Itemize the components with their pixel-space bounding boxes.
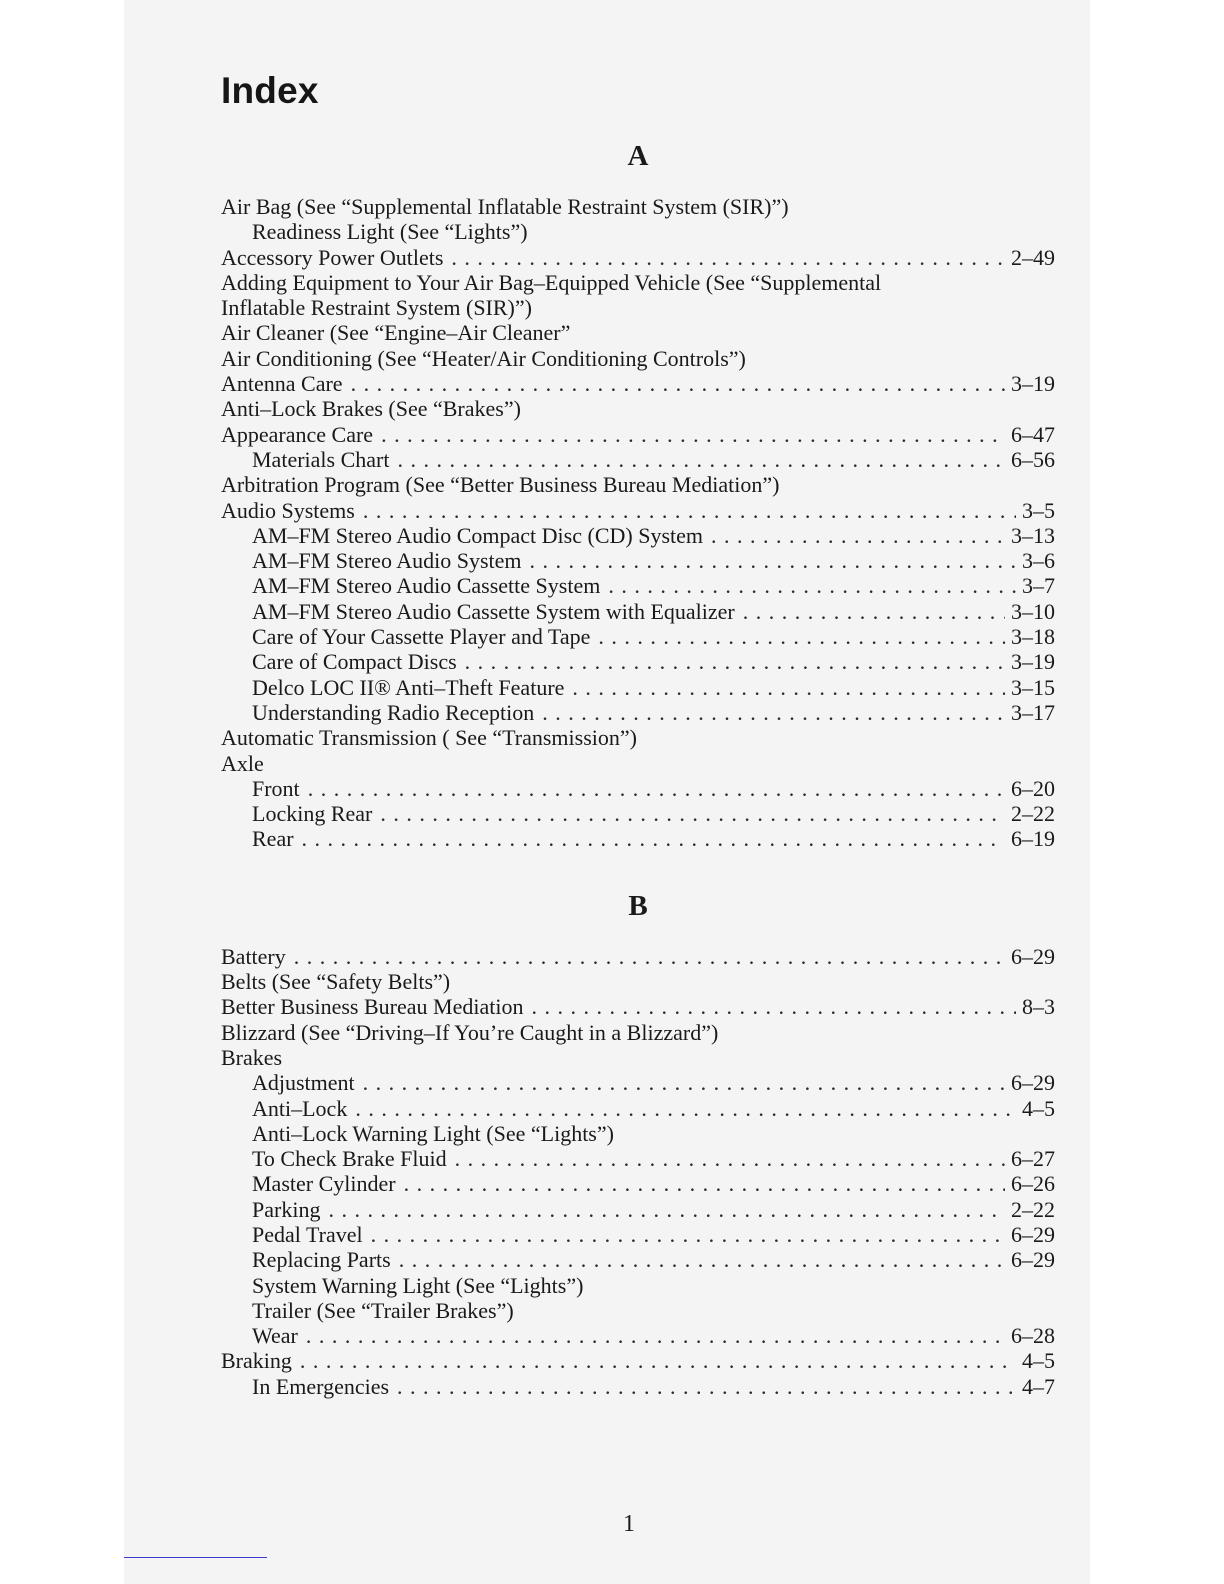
entry-page-ref: 6–47 — [1011, 421, 1055, 447]
entry-label: Replacing Parts — [252, 1247, 391, 1273]
entry-label: Brakes — [221, 1044, 283, 1070]
index-entry — [221, 245, 1055, 270]
entry-page-ref: 6–20 — [1011, 775, 1055, 801]
dot-leader — [381, 422, 1005, 447]
dot-leader — [531, 994, 1016, 1019]
index-subentry — [221, 649, 1055, 674]
entry-label: Master Cylinder — [252, 1171, 396, 1197]
dot-leader — [598, 624, 1005, 649]
index-entry — [221, 1348, 1055, 1373]
index-entry — [221, 472, 1055, 497]
entry-page-ref: 2–49 — [1011, 244, 1055, 270]
dot-leader — [363, 498, 1016, 523]
entry-page-ref: 3–15 — [1011, 674, 1055, 700]
entry-page-ref: 4–5 — [1022, 1348, 1055, 1374]
entry-label: To Check Brake Fluid — [252, 1146, 447, 1172]
entry-page-ref: 3–17 — [1011, 699, 1055, 725]
dot-leader — [399, 1247, 1005, 1272]
entry-label: Anti–Lock Warning Light (See “Lights”) — [252, 1120, 614, 1146]
index-entry — [221, 944, 1055, 969]
entry-page-ref: 2–22 — [1011, 1196, 1055, 1222]
index-subentry — [221, 675, 1055, 700]
index-entry — [221, 725, 1055, 750]
index-content — [221, 140, 1055, 1399]
dot-leader — [371, 1222, 1005, 1247]
entry-label: Axle — [221, 750, 264, 776]
entry-page-ref: 6–28 — [1011, 1323, 1055, 1349]
index-subentry — [221, 523, 1055, 548]
entry-label: Arbitration Program (See “Better Business Bureau Mediation”) — [221, 472, 780, 498]
entry-label: Appearance Care — [221, 421, 374, 447]
entry-page-ref: 3–19 — [1011, 649, 1055, 675]
index-entry — [221, 751, 1055, 776]
entry-label: System Warning Light (See “Lights”) — [252, 1272, 584, 1298]
entry-label: Braking — [221, 1348, 292, 1374]
entry-page-ref: 3–10 — [1011, 598, 1055, 624]
dot-leader — [351, 371, 1005, 396]
entry-page-ref: 6–29 — [1011, 1070, 1055, 1096]
entry-label: In Emergencies — [252, 1373, 390, 1399]
section-letter: B — [628, 889, 648, 922]
index-subentry — [221, 447, 1055, 472]
entry-label: Trailer (See “Trailer Brakes”) — [252, 1297, 514, 1323]
dot-leader — [451, 245, 1005, 270]
index-entry — [221, 371, 1055, 396]
dot-leader — [306, 1323, 1005, 1348]
dot-leader — [711, 523, 1005, 548]
index-subentry — [221, 1146, 1055, 1171]
dot-leader — [530, 548, 1016, 573]
dot-leader — [355, 1096, 1016, 1121]
entry-page-ref: 3–19 — [1011, 371, 1055, 397]
index-subentry — [221, 1070, 1055, 1095]
entry-page-ref: 6–26 — [1011, 1171, 1055, 1197]
index-entry — [221, 969, 1055, 994]
index-subentry — [221, 599, 1055, 624]
entry-label: Blizzard (See “Driving–If You’re Caught in a Blizzard”) — [221, 1019, 719, 1045]
index-subentry — [221, 1096, 1055, 1121]
entry-label: Anti–Lock Brakes (See “Brakes”) — [221, 396, 521, 422]
entry-page-ref: 3–5 — [1022, 497, 1055, 523]
index-subentry — [221, 801, 1055, 826]
section-a — [221, 140, 1055, 852]
page-title: Index — [221, 70, 319, 111]
entry-label: Understanding Radio Reception — [252, 699, 535, 725]
index-entry — [221, 396, 1055, 421]
bottom-rule — [124, 1557, 267, 1558]
entry-label: Adjustment — [252, 1070, 355, 1096]
index-entry — [221, 270, 1055, 295]
index-subentry — [221, 1323, 1055, 1348]
entry-label: Front — [252, 775, 300, 801]
entry-page-ref: 4–7 — [1022, 1373, 1055, 1399]
entry-page-ref: 6–19 — [1011, 826, 1055, 852]
dot-leader — [465, 649, 1005, 674]
index-subentry — [221, 1298, 1055, 1323]
entry-label: AM–FM Stereo Audio Cassette System — [252, 573, 601, 599]
entry-label: Anti–Lock — [252, 1095, 348, 1121]
entry-page-ref: 3–18 — [1011, 624, 1055, 650]
index-entry — [221, 194, 1055, 219]
entry-page-ref: 2–22 — [1011, 801, 1055, 827]
index-entry — [221, 295, 1055, 320]
index-subentry — [221, 1374, 1055, 1399]
index-subentry — [221, 573, 1055, 598]
index-subentry — [221, 624, 1055, 649]
index-subentry — [221, 776, 1055, 801]
dot-leader — [328, 1197, 1005, 1222]
entry-label: Audio Systems — [221, 497, 355, 523]
index-entry — [221, 346, 1055, 371]
dot-leader — [608, 573, 1016, 598]
entry-page-ref: 6–29 — [1011, 1221, 1055, 1247]
dot-leader — [302, 826, 1005, 851]
entry-page-ref: 3–13 — [1011, 522, 1055, 548]
index-entry — [221, 498, 1055, 523]
entry-label: Care of Compact Discs — [252, 649, 457, 675]
entry-label: Automatic Transmission ( See “Transmission”) — [221, 725, 637, 751]
entry-label: Accessory Power Outlets — [221, 244, 444, 270]
entry-label: Air Conditioning (See “Heater/Air Conditioning Controls”) — [221, 345, 746, 371]
entry-label: AM–FM Stereo Audio Cassette System with Equalizer — [252, 598, 735, 624]
index-subentry — [221, 1273, 1055, 1298]
dot-leader — [404, 1171, 1005, 1196]
index-subentry — [221, 219, 1055, 244]
entry-label: Pedal Travel — [252, 1221, 363, 1247]
entry-label: Locking Rear — [252, 801, 373, 827]
entry-page-ref: 4–5 — [1022, 1095, 1055, 1121]
index-subentry — [221, 1121, 1055, 1146]
document-page — [124, 0, 1090, 1584]
index-subentry — [221, 826, 1055, 851]
entry-page-ref: 8–3 — [1022, 994, 1055, 1020]
entry-label: Air Cleaner (See “Engine–Air Cleaner” — [221, 320, 571, 346]
dot-leader — [743, 599, 1005, 624]
dot-leader — [363, 1070, 1005, 1095]
entry-label: Belts (See “Safety Belts”) — [221, 969, 451, 995]
dot-leader — [294, 944, 1005, 969]
entry-label: Materials Chart — [252, 446, 390, 472]
section-b — [221, 890, 1055, 1399]
index-subentry — [221, 1171, 1055, 1196]
entry-page-ref: 6–27 — [1011, 1146, 1055, 1172]
entry-label: Better Business Bureau Mediation — [221, 994, 524, 1020]
entry-label: Air Bag (See “Supplemental Inflatable Restraint System (SIR)”) — [221, 194, 789, 219]
index-subentry — [221, 700, 1055, 725]
entry-label: Rear — [252, 826, 294, 852]
entry-label: Care of Your Cassette Player and Tape — [252, 624, 591, 650]
entry-label: AM–FM Stereo Audio System — [252, 548, 522, 574]
index-subentry — [221, 1247, 1055, 1272]
section-entries — [221, 944, 1055, 1399]
entry-label: Antenna Care — [221, 371, 343, 397]
index-entry — [221, 1045, 1055, 1070]
index-entry — [221, 994, 1055, 1019]
dot-leader — [300, 1348, 1016, 1373]
index-subentry — [221, 1222, 1055, 1247]
index-entry — [221, 320, 1055, 345]
entry-label: Delco LOC II® Anti–Theft Feature — [252, 674, 565, 700]
entry-page-ref: 6–29 — [1011, 1247, 1055, 1273]
entry-page-ref: 6–29 — [1011, 943, 1055, 969]
dot-leader — [397, 1374, 1016, 1399]
index-entry — [221, 422, 1055, 447]
entry-label: AM–FM Stereo Audio Compact Disc (CD) System — [252, 522, 703, 548]
entry-label: Battery — [221, 943, 286, 969]
dot-leader — [542, 700, 1005, 725]
index-entry — [221, 1020, 1055, 1045]
dot-leader — [308, 776, 1005, 801]
entry-label: Readiness Light (See “Lights”) — [252, 219, 528, 245]
entry-page-ref: 6–56 — [1011, 446, 1055, 472]
index-subentry — [221, 548, 1055, 573]
page-number: 1 — [623, 1511, 635, 1537]
entry-label: Wear — [252, 1323, 298, 1349]
index-subentry — [221, 1197, 1055, 1222]
entry-page-ref: 3–7 — [1022, 573, 1055, 599]
dot-leader — [572, 675, 1005, 700]
entry-label: Adding Equipment to Your Air Bag–Equipped Vehicle (See “Supplemental — [221, 269, 882, 295]
entry-label: Inflatable Restraint System (SIR)”) — [221, 295, 532, 321]
entry-page-ref: 3–6 — [1022, 548, 1055, 574]
section-letter: A — [627, 140, 649, 172]
entry-label: Parking — [252, 1196, 321, 1222]
section-entries — [221, 194, 1055, 852]
dot-leader — [397, 447, 1005, 472]
dot-leader — [455, 1146, 1005, 1171]
dot-leader — [380, 801, 1005, 826]
